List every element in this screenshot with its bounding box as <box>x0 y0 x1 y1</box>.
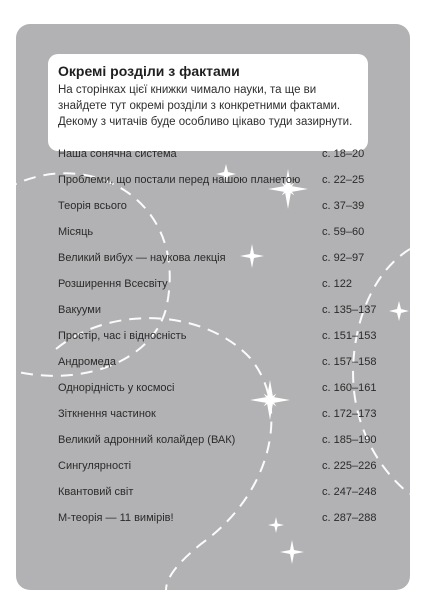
section-pages: с. 135–137 <box>322 304 377 316</box>
section-pages: с. 225–226 <box>322 460 377 472</box>
list-item <box>58 378 378 398</box>
intro-title: Окремі розділи з фактами <box>58 63 240 79</box>
list-item <box>58 352 378 372</box>
list-item <box>58 300 378 320</box>
sparkle-star-icon <box>389 301 409 321</box>
sparkle-star-icon <box>280 540 304 564</box>
section-title: Зіткнення частинок <box>58 408 156 420</box>
contents-panel <box>16 24 410 590</box>
section-pages: с. 160–161 <box>322 382 377 394</box>
section-title: Великий адронний колайдер (ВАК) <box>58 434 236 446</box>
list-item <box>58 274 378 294</box>
section-pages: с. 287–288 <box>322 512 377 524</box>
intro-box <box>48 54 368 151</box>
list-item <box>58 456 378 476</box>
section-pages: с. 18–20 <box>322 148 365 160</box>
section-pages: с. 22–25 <box>322 174 365 186</box>
list-item <box>58 170 378 190</box>
list-item <box>58 508 378 528</box>
list-item <box>58 248 378 268</box>
section-title: Однорідність у космосі <box>58 382 175 394</box>
section-title: Місяць <box>58 226 94 238</box>
list-item <box>58 326 378 346</box>
section-title: Великий вибух — наукова лекція <box>58 252 226 264</box>
section-pages: с. 247–248 <box>322 486 377 498</box>
section-title: Наша сонячна система <box>58 148 177 160</box>
list-item <box>58 430 378 450</box>
section-title: Квантовий світ <box>58 486 134 498</box>
section-pages: с. 151–153 <box>322 330 377 342</box>
section-pages: с. 122 <box>322 278 352 290</box>
section-title: Розширення Всесвіту <box>58 278 168 290</box>
section-pages: с. 59–60 <box>322 226 365 238</box>
section-title: Теорія всього <box>58 200 127 212</box>
section-title: М-теорія — 11 вимірів! <box>58 512 174 524</box>
list-item <box>58 144 378 164</box>
section-pages: с. 172–173 <box>322 408 377 420</box>
section-title: Сингулярності <box>58 460 132 472</box>
section-pages: с. 157–158 <box>322 356 377 368</box>
section-title: Простір, час і відносність <box>58 330 187 342</box>
intro-text: На сторінках цієї книжки чимало науки, та ще ви знайдете тут окремі розділи з конкретними фактами. Декому з читачів буде особливо цікаво туди зазирнути. <box>58 84 353 128</box>
section-title: Проблеми, що постали перед нашою планетою <box>58 174 301 186</box>
section-pages: с. 92–97 <box>322 252 365 264</box>
section-title: Вакууми <box>58 304 101 316</box>
list-item <box>58 196 378 216</box>
list-item <box>58 404 378 424</box>
list-item <box>58 482 378 502</box>
section-pages: с. 185–190 <box>322 434 377 446</box>
list-item <box>58 222 378 242</box>
section-pages: с. 37–39 <box>322 200 365 212</box>
section-title: Андромеда <box>58 356 117 368</box>
